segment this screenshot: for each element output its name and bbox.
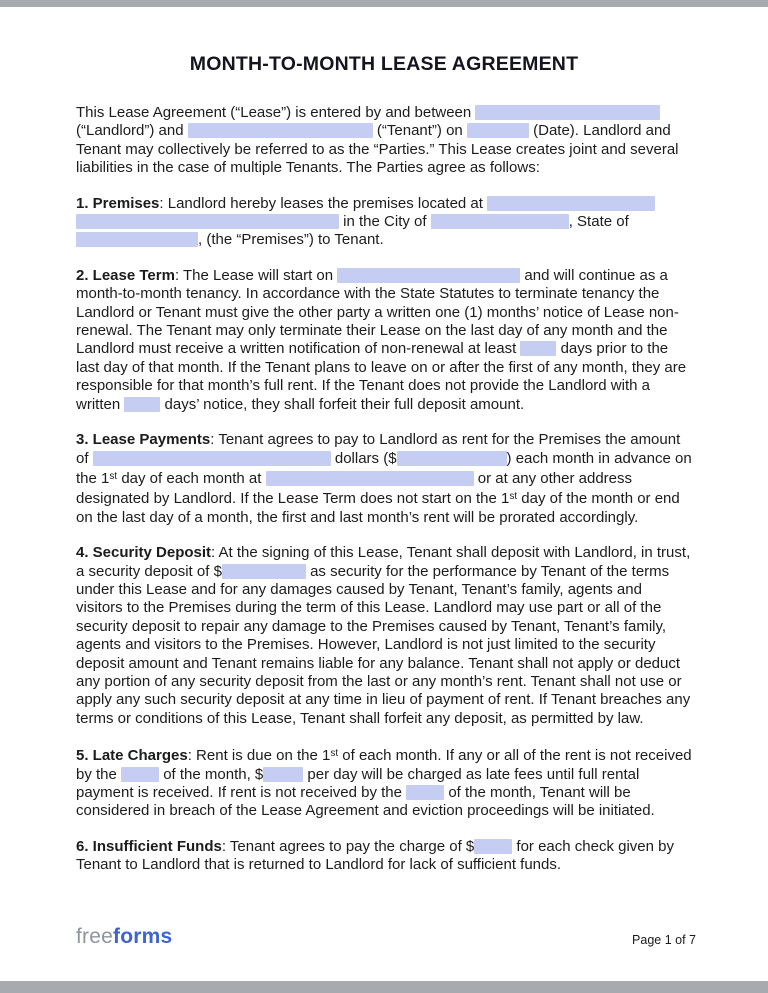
section-label: 2. Lease Term bbox=[76, 266, 175, 284]
text-run: dollars ($ bbox=[330, 449, 397, 467]
text-run: of the month, Tenant will be considered in breach of the Lease Agreement and eviction proceedings will be initiated. bbox=[76, 784, 655, 820]
text-run: day of each month at bbox=[117, 469, 266, 487]
text-run: in the City of bbox=[339, 213, 431, 231]
ordinal-suffix: st bbox=[330, 748, 339, 760]
text-run: : At the signing of this Lease, Tenant shall deposit with Landlord, in trust, a security deposit of $ bbox=[76, 544, 691, 580]
tenant-name-field[interactable] bbox=[188, 123, 373, 138]
text-run: day of the month or end on the last day of a month, the first and last month’s rent will be prorated accordingly. bbox=[76, 490, 680, 526]
text-run: and will continue as a month-to-month tenancy. In accordance with the State Statutes to terminate tenancy the Landlord or Tenant must give the other party a written one (1) months’ notice of Lease non-renewal. The Tenant may only terminate their Lease on the last day of any month and the Landlord must receive a written notification of non-renewal at least bbox=[76, 266, 679, 358]
freeforms-logo bbox=[76, 926, 172, 947]
section-label: 5. Late Charges bbox=[76, 747, 188, 765]
breach-day-field[interactable] bbox=[406, 785, 444, 800]
ordinal-suffix: st bbox=[109, 470, 118, 482]
text-run: : Tenant agrees to pay to Landlord as rent for the Premises the amount of bbox=[76, 431, 681, 467]
section-label: 3. Lease Payments bbox=[76, 431, 211, 449]
section-lease-payments bbox=[76, 431, 692, 527]
document-page bbox=[0, 7, 768, 981]
rent-amount-words-field[interactable] bbox=[93, 451, 331, 466]
lease-start-date-field[interactable] bbox=[337, 268, 520, 283]
text-run: days’ notice, they shall forfeit their full deposit amount. bbox=[160, 395, 525, 413]
text-run: for each check given by Tenant to Landlord that is returned to Landlord for lack of sufficient funds. bbox=[76, 837, 675, 874]
text-run: per day will be charged as late fees until full rental payment is received. If rent is not received by the bbox=[76, 765, 640, 801]
premises-address-field-1[interactable] bbox=[487, 196, 655, 211]
text-run: : Landlord hereby leases the premises located at bbox=[159, 194, 488, 212]
text-run: : The Lease will start on bbox=[174, 266, 338, 284]
landlord-name-field[interactable] bbox=[475, 105, 660, 120]
premises-address-field-2[interactable] bbox=[76, 214, 339, 229]
text-run: : Tenant agrees to pay the charge of $ bbox=[221, 837, 475, 855]
text-run: , (the “Premises”) to Tenant. bbox=[198, 231, 384, 249]
page-number: Page 1 of 7 bbox=[632, 933, 696, 947]
brand-forms-text: forms bbox=[113, 925, 173, 948]
text-run: (Date). Landlord and Tenant may collectively be referred to as the “Parties.” This Lease creates joint and several liabilities in the case of multiple Tenants. The Parties agree as follows: bbox=[76, 122, 679, 177]
state-field[interactable] bbox=[76, 232, 198, 247]
section-label: 6. Insufficient Funds bbox=[76, 837, 222, 855]
payment-address-field[interactable] bbox=[266, 471, 474, 486]
text-run: of the month, $ bbox=[159, 765, 264, 783]
forfeit-notice-days-field[interactable] bbox=[124, 397, 160, 412]
section-label: 1. Premises bbox=[76, 194, 160, 212]
section-security-deposit bbox=[76, 544, 692, 728]
brand-free-text: free bbox=[76, 925, 113, 948]
section-late-charges bbox=[76, 745, 692, 821]
late-rent-day-field[interactable] bbox=[121, 767, 159, 782]
page-footer bbox=[76, 926, 696, 947]
rent-amount-number-field[interactable] bbox=[397, 451, 507, 466]
late-fee-per-day-field[interactable] bbox=[263, 767, 303, 782]
section-insufficient-funds bbox=[76, 838, 692, 875]
text-run: as security for the performance by Tenant of the terms under this Lease and for any damages caused by Tenant, Tenant’s family, agents and visitors to the Premises during the term of this Lease. Landlord may use part or all of the security deposit to repair any damage to the Premises caused by Tenant, Tenant’s family, agents and visitors to the Premises. However, Landlord is not just limited to the security deposit amount and Tenant remains liable for any balance. Tenant shall not apply or deduct any portion of any security deposit from the last or any month’s rent. Tenant shall not use or apply any such security deposit at any time in lieu of payment of rent. If Tenant breaches any terms or conditions of this Lease, Tenant shall forfeit any deposit, as permitted by law. bbox=[76, 562, 691, 727]
text-run: (“Tenant”) on bbox=[372, 122, 467, 140]
section-label: 4. Security Deposit bbox=[76, 544, 212, 562]
agreement-date-field[interactable] bbox=[467, 123, 529, 138]
ordinal-suffix: st bbox=[509, 491, 518, 503]
text-run: of each month. If any or all of the rent is not received by the bbox=[76, 747, 692, 783]
nonrenewal-notice-days-field[interactable] bbox=[520, 341, 556, 356]
text-run: days prior to the last day of that month. If the Tenant plans to leave on or after the first of any month, they are responsible for that month’s full rent. If the Tenant does not provide the Landlord with a written bbox=[76, 340, 687, 413]
nsf-charge-field[interactable] bbox=[474, 839, 512, 854]
text-run: (“Landlord”) and bbox=[76, 122, 188, 140]
intro-paragraph bbox=[76, 104, 692, 178]
section-premises bbox=[76, 195, 692, 250]
text-run: , State of bbox=[568, 213, 629, 231]
security-deposit-amount-field[interactable] bbox=[222, 564, 306, 579]
text-run: or at any other address designated by Landlord. If the Lease Term does not start on the 1 bbox=[76, 469, 633, 508]
text-run: : Rent is due on the 1 bbox=[187, 747, 331, 765]
text-run: This Lease Agreement (“Lease”) is entered by and between bbox=[76, 104, 476, 121]
city-field[interactable] bbox=[431, 214, 569, 229]
section-lease-term bbox=[76, 267, 692, 414]
text-run: ) each month in advance on the 1 bbox=[76, 449, 692, 487]
document-title: MONTH-TO-MONTH LEASE AGREEMENT bbox=[189, 53, 579, 75]
